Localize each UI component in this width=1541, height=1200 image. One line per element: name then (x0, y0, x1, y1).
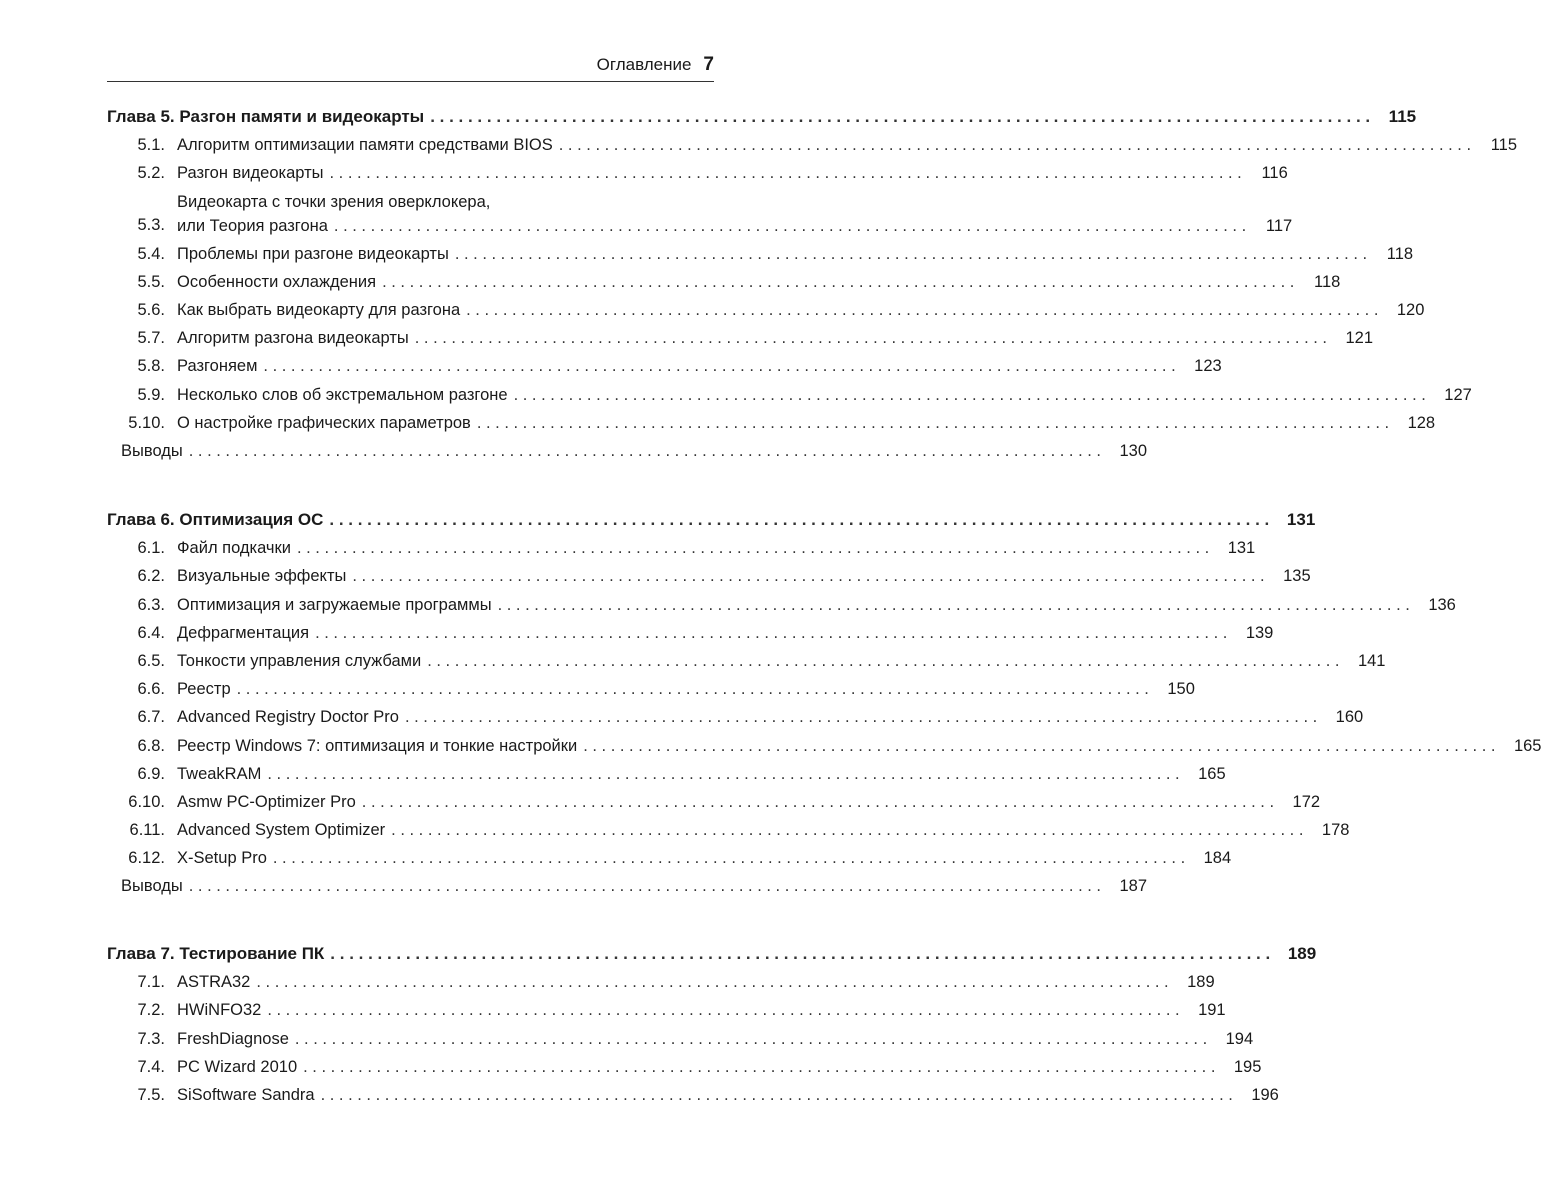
section-title: FreshDiagnose (177, 1029, 289, 1048)
dot-leader (315, 619, 1227, 647)
section-page-number: 196 (1251, 1085, 1279, 1104)
dot-leader (321, 1081, 1233, 1109)
chapter-heading: Глава 7. Тестирование ПК (107, 944, 325, 963)
dot-leader (498, 591, 1410, 619)
toc-entry[interactable] (107, 268, 1341, 296)
toc-entry[interactable] (107, 760, 1226, 788)
section-title: Алгоритм разгона видеокарты (177, 329, 409, 348)
section-number: 6.3. (137, 595, 165, 614)
dot-leader (189, 872, 1101, 900)
section-number: 7.4. (137, 1057, 165, 1076)
section-title: Разгон видеокарты (177, 164, 324, 183)
section-number: 5.3. (137, 216, 165, 235)
toc-entry[interactable] (107, 619, 1274, 647)
section-number: 5.1. (137, 136, 165, 155)
section-page-number: 195 (1233, 1057, 1262, 1076)
dot-leader (263, 352, 1175, 380)
section-title: SiSoftware Sandra (177, 1085, 315, 1104)
chapter-heading-row[interactable] (107, 940, 1317, 968)
toc-entry[interactable] (107, 996, 1226, 1024)
dot-leader (430, 103, 1370, 131)
dot-leader (273, 844, 1185, 872)
section-number: 6.12. (128, 849, 165, 868)
dot-leader (415, 324, 1327, 352)
toc-entry[interactable] (107, 296, 1425, 324)
section-page-number: 150 (1167, 680, 1195, 699)
section-title: Как выбрать видеокарту для разгона (177, 300, 461, 319)
toc-entry[interactable] (107, 409, 1436, 437)
dot-leader (256, 968, 1168, 996)
summary-title: Выводы (121, 441, 183, 460)
dot-leader (329, 506, 1269, 534)
chapter-page-number: 131 (1286, 510, 1316, 529)
toc-entry[interactable] (107, 131, 1518, 159)
toc-entry[interactable] (107, 324, 1373, 352)
section-number: 5.9. (137, 385, 165, 404)
section-page-number: 184 (1203, 849, 1232, 868)
section-title: ASTRA32 (177, 973, 251, 992)
section-title: Asmw PC-Optimizer Pro (177, 792, 356, 811)
section-title: Реестр (177, 680, 231, 699)
dot-leader (391, 816, 1303, 844)
section-number: 6.10. (128, 792, 165, 811)
section-number: 6.4. (137, 623, 165, 642)
chapter-page-number: 115 (1388, 107, 1417, 126)
chapter-7-block (107, 940, 1317, 1109)
section-page-number: 131 (1227, 539, 1256, 558)
section-page-number: 116 (1261, 164, 1288, 183)
section-number: 5.8. (137, 357, 165, 376)
toc-entry[interactable] (107, 675, 1195, 703)
section-page-number: 172 (1292, 792, 1321, 811)
section-number: 6.2. (137, 567, 165, 586)
toc-entry[interactable] (107, 591, 1456, 619)
section-number: 7.2. (137, 1001, 165, 1020)
running-header (107, 54, 714, 82)
dot-leader (330, 159, 1242, 187)
header-rule (107, 81, 714, 82)
chapter-6-block (107, 506, 1541, 901)
dot-leader (583, 732, 1495, 760)
section-page-number: 121 (1345, 329, 1373, 348)
section-number: 6.1. (137, 539, 165, 558)
section-number: 6.7. (137, 708, 165, 727)
section-title: Особенности охлаждения (177, 272, 377, 291)
section-title-continued: или Теория разгона (177, 216, 328, 235)
section-number: 6.11. (129, 821, 165, 840)
section-number: 6.9. (137, 764, 165, 783)
toc-entry[interactable] (107, 159, 1288, 187)
toc-entry[interactable] (107, 703, 1364, 731)
summary-page-number: 187 (1119, 877, 1148, 896)
summary-page-number: 130 (1119, 441, 1148, 460)
dot-leader (267, 996, 1179, 1024)
section-page-number: 127 (1444, 385, 1472, 404)
toc-entry[interactable] (107, 352, 1222, 380)
section-page-number: 141 (1357, 651, 1386, 670)
summary-title: Выводы (121, 877, 183, 896)
dot-leader (330, 940, 1270, 968)
section-page-number: 135 (1283, 567, 1311, 586)
section-number: 6.8. (137, 736, 165, 755)
section-page-number: 165 (1513, 736, 1541, 755)
summary-entry[interactable] (107, 437, 1148, 465)
section-number: 5.2. (137, 164, 165, 183)
section-title: Advanced Registry Doctor Pro (177, 708, 399, 727)
dot-leader (514, 381, 1426, 409)
section-page-number: 117 (1265, 216, 1293, 235)
chapter-heading: Глава 6. Оптимизация ОС (107, 510, 324, 529)
section-title: Разгоняем (177, 357, 258, 376)
section-page-number: 165 (1198, 764, 1226, 783)
section-page-number: 120 (1396, 300, 1425, 319)
toc-entry[interactable] (107, 1081, 1279, 1109)
section-number: 7.3. (137, 1029, 165, 1048)
section-page-number: 189 (1187, 973, 1215, 992)
section-page-number: 118 (1314, 272, 1341, 291)
section-page-number: 191 (1198, 1001, 1226, 1020)
header-title: Оглавление (596, 55, 692, 74)
section-title-line2 (177, 214, 1292, 238)
dot-leader (427, 647, 1339, 675)
toc-entry[interactable] (107, 732, 1541, 760)
section-title: TweakRAM (177, 764, 262, 783)
dot-leader (237, 675, 1149, 703)
toc-entry[interactable] (107, 844, 1232, 872)
section-number: 7.1. (137, 973, 165, 992)
section-title: Advanced System Optimizer (177, 821, 386, 840)
dot-leader (334, 214, 1246, 238)
dot-leader (303, 1053, 1215, 1081)
section-title: Дефрагментация (177, 623, 310, 642)
section-title: Реестр Windows 7: оптимизация и тонкие настройки (177, 736, 578, 755)
section-title: PC Wizard 2010 (177, 1057, 298, 1076)
section-title: X-Setup Pro (177, 849, 267, 868)
section-page-number: 118 (1386, 244, 1414, 263)
dot-leader (297, 534, 1209, 562)
section-page-number: 123 (1194, 357, 1222, 376)
section-number: 6.5. (137, 651, 165, 670)
summary-entry[interactable] (107, 872, 1148, 900)
section-page-number: 194 (1225, 1029, 1254, 1048)
section-page-number: 178 (1321, 821, 1350, 840)
section-title: Видеокарта с точки зрения оверклокера, (177, 192, 491, 211)
section-title: О настройке графических параметров (177, 413, 471, 432)
toc-entry[interactable] (107, 562, 1311, 590)
dot-leader (295, 1025, 1207, 1053)
dot-leader (477, 409, 1389, 437)
chapter-heading-row[interactable] (107, 506, 1316, 534)
section-title: Алгоритм оптимизации памяти средствами BIOS (177, 136, 553, 155)
dot-leader (405, 703, 1317, 731)
section-title: Визуальные эффекты (177, 567, 347, 586)
section-title: Тонкости управления службами (177, 651, 422, 670)
toc-entry[interactable] (107, 240, 1414, 268)
dot-leader (466, 296, 1378, 324)
toc-entry[interactable] (107, 788, 1321, 816)
chapter-heading: Глава 5. Разгон памяти и видеокарты (107, 107, 425, 126)
toc-entry[interactable] (107, 968, 1215, 996)
dot-leader (382, 268, 1294, 296)
section-title: Оптимизация и загружаемые программы (177, 595, 492, 614)
section-number: 5.7. (137, 329, 165, 348)
dot-leader (559, 131, 1471, 159)
section-page-number: 128 (1407, 413, 1436, 432)
toc-entry[interactable] (107, 647, 1386, 675)
section-number: 7.5. (137, 1085, 165, 1104)
section-page-number: 139 (1245, 623, 1274, 642)
toc-entry[interactable] (107, 1025, 1254, 1053)
section-title: Несколько слов об экстремальном разгоне (177, 385, 508, 404)
toc-entry[interactable] (107, 1053, 1262, 1081)
chapter-heading-row[interactable] (107, 103, 1417, 131)
section-number: 5.6. (137, 300, 165, 319)
toc-entry[interactable] (107, 188, 1293, 240)
section-page-number: 160 (1335, 708, 1364, 727)
chapter-page-number: 189 (1287, 944, 1317, 963)
section-title: Файл подкачки (177, 539, 291, 558)
dot-leader (352, 562, 1264, 590)
dot-leader (362, 788, 1274, 816)
section-number: 6.6. (137, 680, 165, 699)
section-number: 5.4. (137, 244, 165, 263)
header-page-number: 7 (703, 54, 714, 75)
toc-entry[interactable] (107, 816, 1350, 844)
section-number: 5.5. (137, 272, 165, 291)
section-number: 5.10. (128, 413, 165, 432)
section-title-wrap (177, 190, 1292, 240)
dot-leader (267, 760, 1179, 788)
chapter-5-block (107, 103, 1518, 465)
dot-leader (189, 437, 1101, 465)
section-title: HWiNFO32 (177, 1001, 262, 1020)
toc-entry[interactable] (107, 534, 1256, 562)
section-page-number: 136 (1428, 595, 1456, 614)
toc-entry[interactable] (107, 381, 1472, 409)
section-page-number: 115 (1490, 136, 1518, 155)
section-title: Проблемы при разгоне видеокарты (177, 244, 449, 263)
dot-leader (455, 240, 1367, 268)
